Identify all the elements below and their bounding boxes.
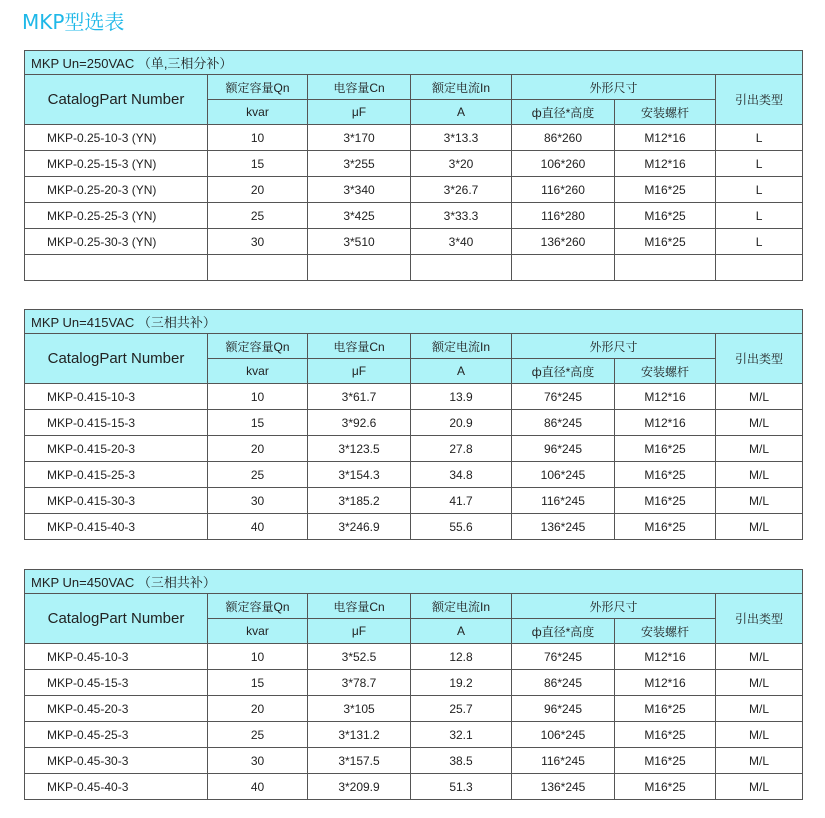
header-unit-uf: μF <box>308 359 411 384</box>
cell-mounting-bolt: M16*25 <box>615 774 716 800</box>
header-unit-a: A <box>411 359 512 384</box>
header-rated-current: 额定电流In <box>411 594 512 619</box>
table-row <box>25 229 803 255</box>
cell-diameter-height: 116*280 <box>512 203 615 229</box>
cell-model: MKP-0.415-40-3 <box>25 514 208 540</box>
cell-rated-capacity: 15 <box>208 151 308 177</box>
header-rated-current: 额定电流In <box>411 334 512 359</box>
cell-model: MKP-0.25-10-3 (YN) <box>25 125 208 151</box>
table-row <box>25 410 803 436</box>
cell-rated-current: 25.7 <box>411 696 512 722</box>
cell-diameter-height: 96*245 <box>512 696 615 722</box>
cell-capacitance: 3*157.5 <box>308 748 411 774</box>
cell-diameter-height: 106*245 <box>512 722 615 748</box>
table-title: MKP Un=250VAC （单,三相分补） <box>25 51 803 75</box>
cell-model: MKP-0.415-10-3 <box>25 384 208 410</box>
cell-model: MKP-0.25-20-3 (YN) <box>25 177 208 203</box>
cell-mounting-bolt: M12*16 <box>615 151 716 177</box>
cell-diameter-height: 136*245 <box>512 774 615 800</box>
cell-model: MKP-0.25-15-3 (YN) <box>25 151 208 177</box>
table-title: MKP Un=415VAC （三相共补） <box>25 310 803 334</box>
cell-rated-capacity <box>208 255 308 281</box>
cell-mounting-bolt: M16*25 <box>615 229 716 255</box>
cell-rated-capacity: 25 <box>208 462 308 488</box>
cell-lead-type: L <box>716 125 803 151</box>
cell-mounting-bolt: M12*16 <box>615 125 716 151</box>
cell-rated-current: 27.8 <box>411 436 512 462</box>
cell-mounting-bolt: M16*25 <box>615 722 716 748</box>
cell-rated-current: 12.8 <box>411 644 512 670</box>
table-row <box>25 177 803 203</box>
table-row <box>25 774 803 800</box>
header-unit-uf: μF <box>308 100 411 125</box>
cell-lead-type: L <box>716 229 803 255</box>
table-title: MKP Un=450VAC （三相共补） <box>25 570 803 594</box>
cell-rated-capacity: 25 <box>208 722 308 748</box>
cell-mounting-bolt: M16*25 <box>615 462 716 488</box>
header-catalog-part-number: CatalogPart Number <box>25 75 208 125</box>
header-mounting-bolt: 安装螺杆 <box>615 100 716 125</box>
cell-rated-current <box>411 255 512 281</box>
header-rated-current: 额定电流In <box>411 75 512 100</box>
header-unit-kvar: kvar <box>208 619 308 644</box>
cell-mounting-bolt: M16*25 <box>615 696 716 722</box>
cell-capacitance: 3*425 <box>308 203 411 229</box>
table-row <box>25 255 803 281</box>
cell-diameter-height: 116*245 <box>512 748 615 774</box>
table-row <box>25 384 803 410</box>
table-row <box>25 696 803 722</box>
cell-lead-type: M/L <box>716 722 803 748</box>
cell-mounting-bolt: M16*25 <box>615 488 716 514</box>
cell-diameter-height: 136*260 <box>512 229 615 255</box>
cell-capacitance: 3*340 <box>308 177 411 203</box>
cell-capacitance: 3*255 <box>308 151 411 177</box>
cell-rated-current: 32.1 <box>411 722 512 748</box>
header-capacitance: 电容量Cn <box>308 75 411 100</box>
cell-lead-type: M/L <box>716 748 803 774</box>
cell-mounting-bolt: M12*16 <box>615 670 716 696</box>
header-lead-type: 引出类型 <box>716 75 803 125</box>
cell-model: MKP-0.45-25-3 <box>25 722 208 748</box>
cell-mounting-bolt: M16*25 <box>615 177 716 203</box>
cell-rated-current: 51.3 <box>411 774 512 800</box>
cell-rated-capacity: 10 <box>208 644 308 670</box>
cell-diameter-height: 136*245 <box>512 514 615 540</box>
table-title-row <box>25 570 803 594</box>
header-diameter-height: ф直径*高度 <box>512 100 615 125</box>
table-row <box>25 722 803 748</box>
table-row <box>25 670 803 696</box>
cell-model: MKP-0.45-15-3 <box>25 670 208 696</box>
cell-rated-current: 13.9 <box>411 384 512 410</box>
cell-model: MKP-0.45-30-3 <box>25 748 208 774</box>
cell-lead-type: L <box>716 203 803 229</box>
header-diameter-height: ф直径*高度 <box>512 359 615 384</box>
cell-lead-type: L <box>716 151 803 177</box>
header-unit-uf: μF <box>308 619 411 644</box>
cell-capacitance: 3*185.2 <box>308 488 411 514</box>
cell-lead-type: M/L <box>716 384 803 410</box>
cell-rated-current: 3*33.3 <box>411 203 512 229</box>
cell-lead-type: M/L <box>716 644 803 670</box>
cell-diameter-height: 86*245 <box>512 410 615 436</box>
cell-diameter-height: 76*245 <box>512 644 615 670</box>
cell-rated-capacity: 10 <box>208 125 308 151</box>
cell-rated-capacity: 20 <box>208 436 308 462</box>
cell-diameter-height: 116*260 <box>512 177 615 203</box>
header-unit-kvar: kvar <box>208 100 308 125</box>
spec-table-250vac <box>24 50 803 281</box>
cell-mounting-bolt <box>615 255 716 281</box>
table-title-row <box>25 310 803 334</box>
cell-capacitance: 3*52.5 <box>308 644 411 670</box>
cell-capacitance: 3*170 <box>308 125 411 151</box>
header-row <box>25 594 803 619</box>
cell-lead-type: L <box>716 177 803 203</box>
header-lead-type: 引出类型 <box>716 594 803 644</box>
header-mounting-bolt: 安装螺杆 <box>615 619 716 644</box>
cell-diameter-height <box>512 255 615 281</box>
cell-model: MKP-0.415-15-3 <box>25 410 208 436</box>
cell-rated-capacity: 15 <box>208 410 308 436</box>
cell-rated-current: 3*20 <box>411 151 512 177</box>
cell-capacitance: 3*246.9 <box>308 514 411 540</box>
cell-capacitance: 3*92.6 <box>308 410 411 436</box>
header-dimensions: 外形尺寸 <box>512 594 716 619</box>
header-catalog-part-number: CatalogPart Number <box>25 594 208 644</box>
cell-capacitance: 3*105 <box>308 696 411 722</box>
table-row <box>25 488 803 514</box>
header-lead-type: 引出类型 <box>716 334 803 384</box>
cell-model <box>25 255 208 281</box>
header-diameter-height: ф直径*高度 <box>512 619 615 644</box>
header-row <box>25 334 803 359</box>
cell-diameter-height: 96*245 <box>512 436 615 462</box>
cell-rated-capacity: 30 <box>208 488 308 514</box>
cell-mounting-bolt: M12*16 <box>615 410 716 436</box>
cell-rated-capacity: 15 <box>208 670 308 696</box>
cell-diameter-height: 116*245 <box>512 488 615 514</box>
cell-model: MKP-0.45-20-3 <box>25 696 208 722</box>
cell-rated-capacity: 40 <box>208 774 308 800</box>
cell-lead-type <box>716 255 803 281</box>
cell-model: MKP-0.45-10-3 <box>25 644 208 670</box>
cell-lead-type: M/L <box>716 774 803 800</box>
cell-diameter-height: 106*245 <box>512 462 615 488</box>
spec-table-415vac <box>24 309 803 540</box>
table-row <box>25 462 803 488</box>
header-catalog-part-number: CatalogPart Number <box>25 334 208 384</box>
cell-model: MKP-0.25-25-3 (YN) <box>25 203 208 229</box>
table-row <box>25 125 803 151</box>
table-row <box>25 436 803 462</box>
header-dimensions: 外形尺寸 <box>512 334 716 359</box>
header-unit-kvar: kvar <box>208 359 308 384</box>
cell-capacitance: 3*78.7 <box>308 670 411 696</box>
cell-lead-type: M/L <box>716 696 803 722</box>
cell-lead-type: M/L <box>716 670 803 696</box>
cell-lead-type: M/L <box>716 462 803 488</box>
cell-lead-type: M/L <box>716 436 803 462</box>
cell-rated-current: 55.6 <box>411 514 512 540</box>
cell-capacitance: 3*154.3 <box>308 462 411 488</box>
header-unit-a: A <box>411 619 512 644</box>
header-rated-capacity: 额定容量Qn <box>208 75 308 100</box>
cell-rated-current: 34.8 <box>411 462 512 488</box>
cell-diameter-height: 86*245 <box>512 670 615 696</box>
header-rated-capacity: 额定容量Qn <box>208 594 308 619</box>
cell-diameter-height: 76*245 <box>512 384 615 410</box>
cell-mounting-bolt: M16*25 <box>615 203 716 229</box>
cell-diameter-height: 86*260 <box>512 125 615 151</box>
cell-model: MKP-0.25-30-3 (YN) <box>25 229 208 255</box>
cell-lead-type: M/L <box>716 514 803 540</box>
cell-diameter-height: 106*260 <box>512 151 615 177</box>
cell-rated-current: 3*40 <box>411 229 512 255</box>
header-capacitance: 电容量Cn <box>308 334 411 359</box>
cell-rated-capacity: 40 <box>208 514 308 540</box>
header-row <box>25 75 803 100</box>
cell-capacitance: 3*123.5 <box>308 436 411 462</box>
cell-lead-type: M/L <box>716 410 803 436</box>
cell-rated-capacity: 10 <box>208 384 308 410</box>
cell-capacitance: 3*131.2 <box>308 722 411 748</box>
cell-model: MKP-0.415-30-3 <box>25 488 208 514</box>
cell-mounting-bolt: M16*25 <box>615 514 716 540</box>
table-row <box>25 748 803 774</box>
spec-table-450vac <box>24 569 803 800</box>
header-rated-capacity: 额定容量Qn <box>208 334 308 359</box>
cell-lead-type: M/L <box>716 488 803 514</box>
cell-mounting-bolt: M16*25 <box>615 436 716 462</box>
table-row <box>25 203 803 229</box>
cell-capacitance: 3*209.9 <box>308 774 411 800</box>
cell-rated-capacity: 25 <box>208 203 308 229</box>
cell-rated-capacity: 30 <box>208 229 308 255</box>
table-row <box>25 151 803 177</box>
cell-model: MKP-0.415-25-3 <box>25 462 208 488</box>
cell-rated-capacity: 30 <box>208 748 308 774</box>
cell-mounting-bolt: M12*16 <box>615 384 716 410</box>
table-title-row <box>25 51 803 75</box>
cell-mounting-bolt: M16*25 <box>615 748 716 774</box>
cell-capacitance: 3*61.7 <box>308 384 411 410</box>
header-unit-a: A <box>411 100 512 125</box>
cell-rated-current: 20.9 <box>411 410 512 436</box>
cell-rated-current: 19.2 <box>411 670 512 696</box>
cell-model: MKP-0.415-20-3 <box>25 436 208 462</box>
cell-capacitance: 3*510 <box>308 229 411 255</box>
cell-capacitance <box>308 255 411 281</box>
cell-rated-current: 38.5 <box>411 748 512 774</box>
cell-model: MKP-0.45-40-3 <box>25 774 208 800</box>
header-capacitance: 电容量Cn <box>308 594 411 619</box>
table-row <box>25 514 803 540</box>
header-mounting-bolt: 安装螺杆 <box>615 359 716 384</box>
cell-rated-current: 3*13.3 <box>411 125 512 151</box>
cell-rated-capacity: 20 <box>208 177 308 203</box>
cell-rated-current: 41.7 <box>411 488 512 514</box>
cell-rated-current: 3*26.7 <box>411 177 512 203</box>
table-row <box>25 644 803 670</box>
page-title: MKP型选表 <box>22 10 125 34</box>
cell-rated-capacity: 20 <box>208 696 308 722</box>
header-dimensions: 外形尺寸 <box>512 75 716 100</box>
cell-mounting-bolt: M12*16 <box>615 644 716 670</box>
